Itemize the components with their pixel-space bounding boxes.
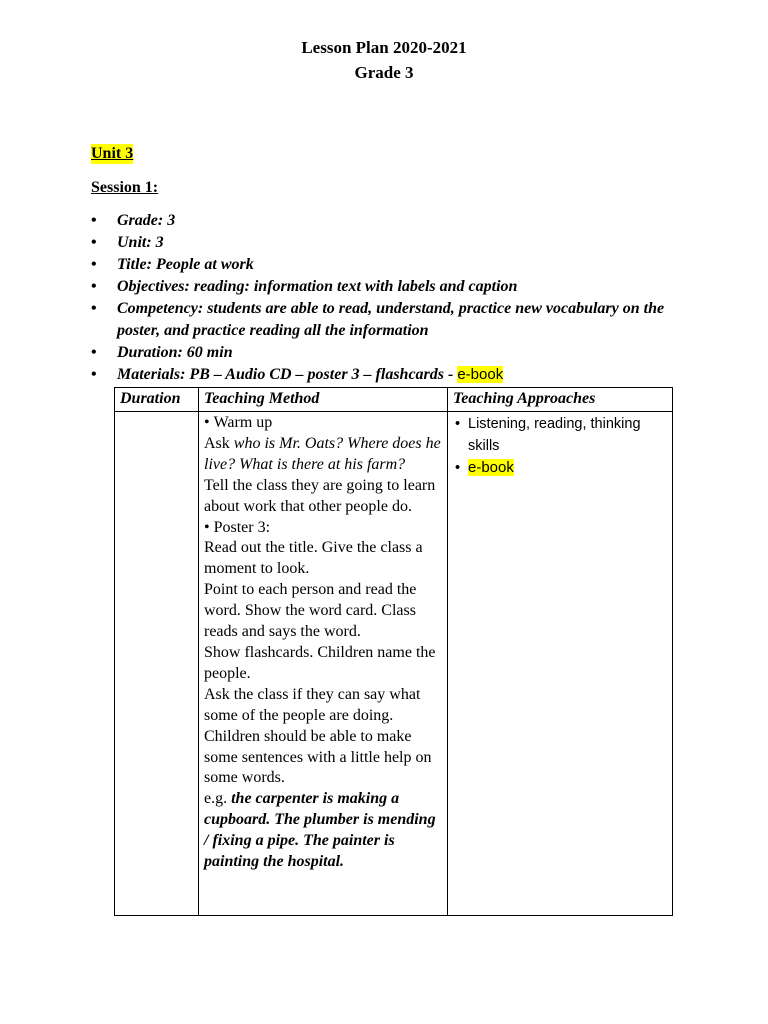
warmup-label: Warm up [213, 414, 273, 431]
document-grade: Grade 3 [354, 63, 414, 82]
tell-text: Tell the class they are going to learn about work that other people do. [204, 476, 436, 515]
detail-competency: • Competency: students are able to read, understand, practice new vocabulary on the poster, and practice reading all the information [91, 298, 681, 342]
header-teaching-method: Teaching Method [199, 388, 448, 412]
lesson-table [114, 387, 673, 916]
header-teaching-approaches: Teaching Approaches [448, 388, 673, 412]
point-text: Point to each person and read the word. Show the word card. Class reads and says the word. [204, 581, 417, 641]
detail-duration: • Duration: 60 min [91, 342, 681, 364]
teaching-approaches-cell [448, 412, 673, 916]
example-prefix: e.g. [204, 790, 232, 808]
approach-skills: • Listening, reading, thinking skills [453, 413, 667, 457]
unit-heading: Unit 3 [91, 145, 134, 162]
detail-title: • Title: People at work [91, 254, 681, 276]
session-heading: Session 1: [91, 179, 159, 196]
detail-grade: • Grade: 3 [91, 210, 681, 232]
ask-class-text: Ask the class if they can say what some of the people are doing. Children should be able to make some sentences with a little help on some words. [204, 685, 432, 787]
document-title: Lesson Plan 2020-2021 [301, 38, 467, 57]
example-block [204, 789, 442, 873]
detail-materials-text: Materials: PB – Audio CD – poster 3 – flashcards - [117, 366, 458, 383]
example-text: the carpenter is making a cupboard. The plumber is mending / fixing a pipe. The painter is painting the hospital. [204, 790, 436, 871]
detail-unit: • Unit: 3 [91, 232, 681, 254]
header-duration: Duration [115, 388, 199, 412]
detail-materials [91, 364, 681, 386]
ask-question: who is Mr. Oats? Where does he live? What is there at his farm? [204, 434, 441, 473]
approach-ebook-label: e-book [468, 459, 514, 476]
lesson-details-list [91, 210, 681, 386]
table-row [115, 412, 673, 916]
teaching-method-cell [199, 412, 448, 916]
ebook-highlight: e-book [457, 366, 504, 383]
ask-prefix: Ask [204, 434, 234, 452]
poster-item: • Poster 3: [204, 518, 271, 536]
poster-label: Poster 3: [213, 518, 271, 536]
warmup-item: • Warm up [204, 414, 273, 431]
duration-cell [115, 412, 199, 916]
table-header-row [115, 388, 673, 412]
detail-objectives: • Objectives: reading: information text with labels and caption [91, 276, 681, 298]
approach-ebook [453, 457, 667, 479]
read-title-text: Read out the title. Give the class a moment to look. [204, 539, 423, 578]
flashcards-text: Show flashcards. Children name the people. [204, 643, 436, 682]
